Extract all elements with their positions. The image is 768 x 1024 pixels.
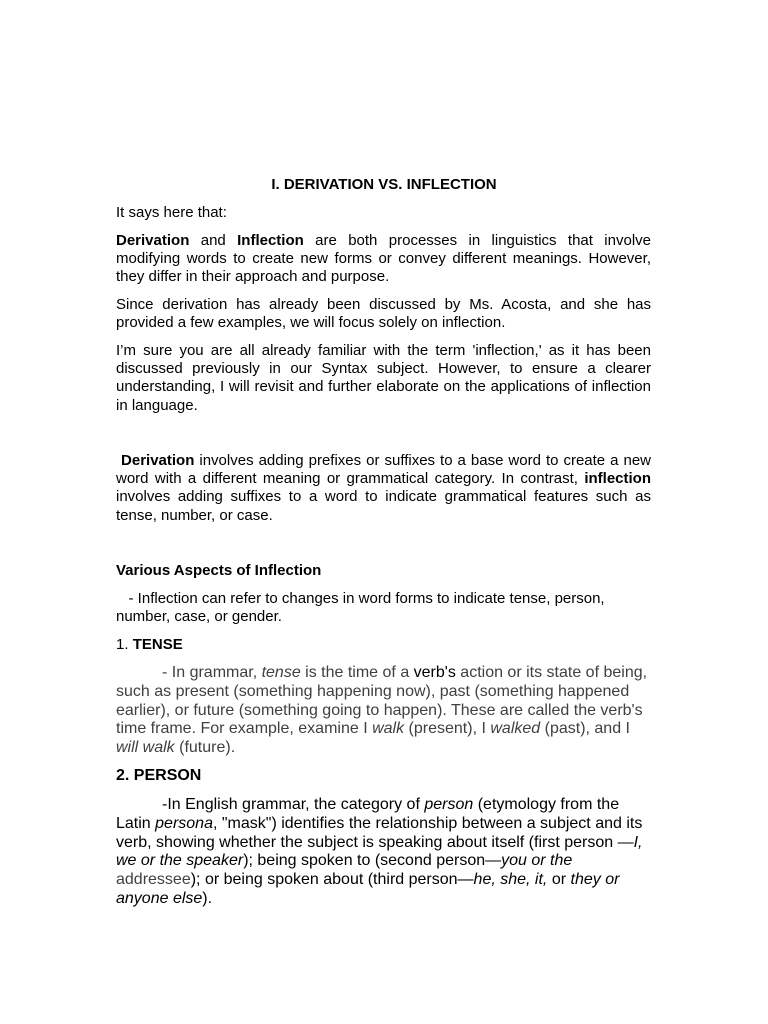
person-text: -In English grammar, the category of person (etymology from the Latin persona, "mask") identifies the relationship between a subject and its verb, showing whether the subject is speaking about itself (first person —I, we or the speaker); being spoken to (second person—you or the addressee); or being spoken about (third person—he, she, it, or they or anyone else). (116, 796, 643, 907)
tense-text: - In grammar, tense is the time of a verb's action or its state of being, such as present (something happening now), past (something happened earlier), or future (something going to happen). These are called the verb's time frame. For example, examine I walk (present), I walked (past), and I will walk (future). (116, 664, 648, 757)
page-title: I. DERIVATION VS. INFLECTION (271, 176, 497, 193)
aspects-text: - Inflection can refer to changes in word forms to indicate tense, person, number, case, or gender. (116, 590, 605, 626)
paragraph-comparison: Derivation involves adding prefixes or suffixes to a base word to create a new word with a different meaning or grammatical category. In contrast, inflection involves adding suffixes to a word to indicate grammatical features such as tense, number, or case. (116, 452, 652, 524)
paragraph-focus: Since derivation has already been discussed by Ms. Acosta, and she has provided a few examples, we will focus solely on inflection. (116, 296, 651, 332)
term-derivation: Derivation (121, 452, 195, 469)
section-heading-aspects: Various Aspects of Inflection (116, 562, 322, 579)
intro-text: It says here that: (116, 204, 227, 221)
term-derivation: Derivation (116, 232, 190, 249)
term-inflection: inflection (584, 470, 651, 488)
section-heading-tense: 1. TENSE (116, 636, 183, 653)
paragraph-familiar: I’m sure you are all already familiar with the term 'inflection,' as it has been discussed previously in our Syntax subject. However, to ensure a clearer understanding, I will revisit and further elaborate on the applications of inflection in language. (116, 342, 651, 414)
section-heading-person: 2. PERSON (116, 767, 202, 784)
paragraph-definition: Derivation and Inflection are both processes in linguistics that involve modifying words to create new forms or convey different meanings. However, they differ in their approach and purpose. (116, 232, 651, 286)
term-inflection: Inflection (237, 232, 304, 249)
